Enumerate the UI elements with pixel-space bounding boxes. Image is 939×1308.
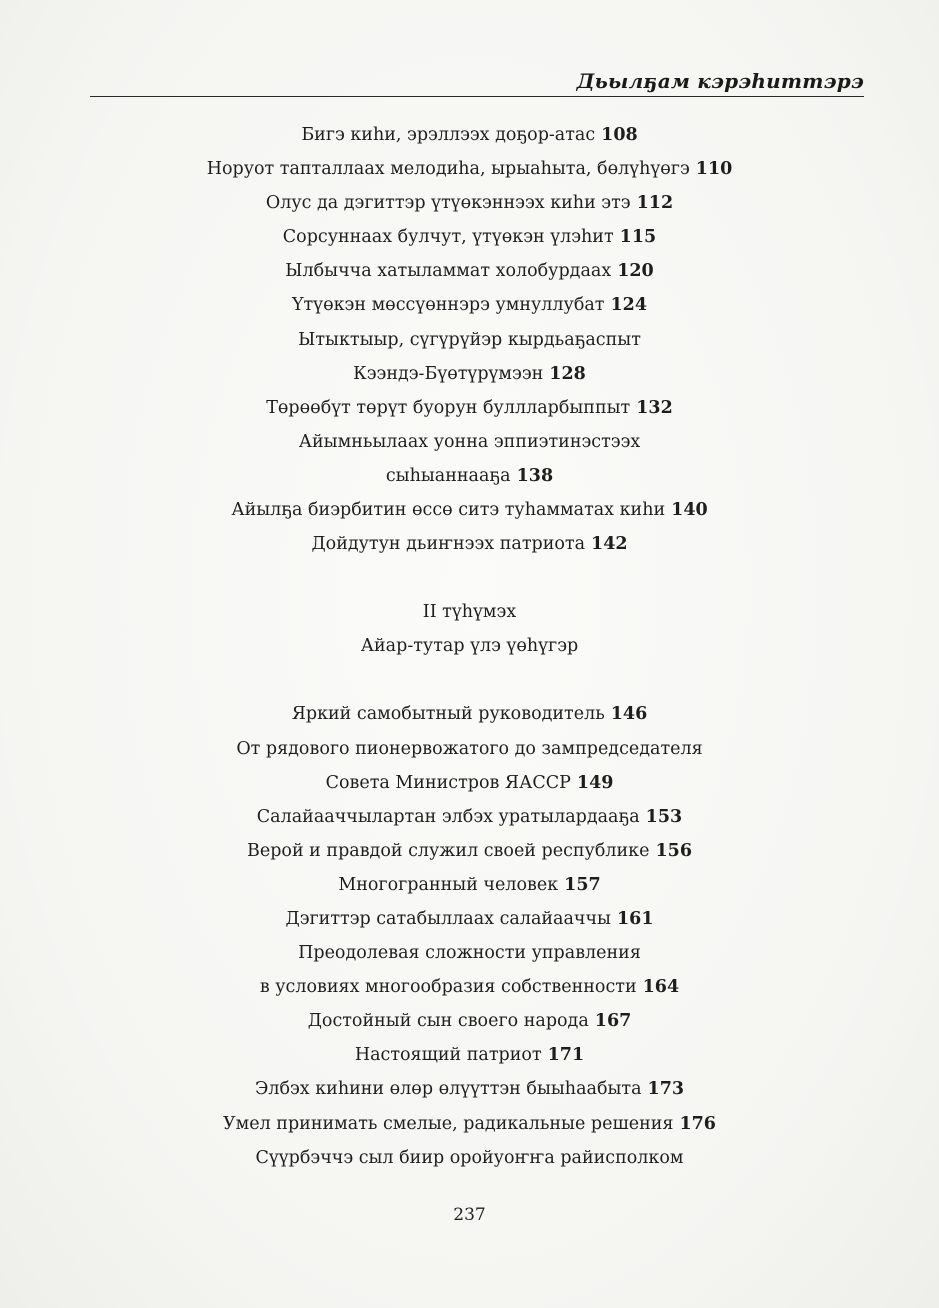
toc-entry-page: 115 bbox=[619, 227, 657, 248]
toc-entry-page: 132 bbox=[636, 397, 673, 418]
toc-entry-title: Верой и правдой служил своей республике bbox=[247, 840, 650, 861]
toc-entry-page: 124 bbox=[610, 295, 648, 316]
toc-entry bbox=[0, 936, 939, 970]
toc-entry bbox=[0, 493, 939, 527]
toc-entry bbox=[0, 1141, 939, 1175]
running-header: Дьылҕам кэрэһиттэрэ bbox=[90, 66, 864, 97]
toc-entry-page: 149 bbox=[576, 772, 614, 793]
toc-entry-title: Олус да дэгиттэр үтүөкэннээх киһи этэ bbox=[265, 193, 631, 214]
toc-entry bbox=[0, 459, 939, 493]
toc-entry-page: 176 bbox=[679, 1113, 716, 1134]
toc-entry bbox=[0, 391, 939, 425]
toc-entry bbox=[0, 186, 939, 220]
toc-entry-title: Үтүөкэн мөссүөннэрэ умнуллубат bbox=[291, 295, 605, 316]
section-title: Айар-тутар үлэ үөһүгэр bbox=[360, 636, 579, 657]
toc-entry bbox=[0, 970, 939, 1004]
toc-block-2 bbox=[0, 697, 939, 1174]
toc-entry-page: 120 bbox=[617, 261, 654, 282]
toc-entry-title: Многогранный человек bbox=[338, 874, 559, 895]
toc-entry bbox=[0, 527, 939, 561]
page-number: 237 bbox=[453, 1205, 486, 1225]
toc-entry bbox=[0, 357, 939, 391]
toc-entry bbox=[0, 902, 939, 936]
toc-entry-title: Сүүрбэччэ сыл биир оройуоҥҥа райисполком bbox=[255, 1147, 684, 1168]
toc-entry bbox=[0, 323, 939, 357]
toc-entry bbox=[0, 834, 939, 868]
toc-entry-page: 171 bbox=[547, 1045, 585, 1066]
toc-entry bbox=[0, 732, 939, 766]
spacer bbox=[0, 561, 939, 595]
toc-entry bbox=[0, 118, 939, 152]
toc-entry-title: Айылҕа биэрбитин өссө ситэ туһамматах киһи bbox=[231, 500, 666, 521]
spacer bbox=[0, 663, 939, 697]
toc-entry bbox=[0, 800, 939, 834]
toc-entry-title: От рядового пионервожатого до зампредседателя bbox=[236, 738, 703, 759]
toc-entry-page: 167 bbox=[594, 1011, 632, 1032]
toc-entry bbox=[0, 1107, 939, 1141]
toc-entry-page: 153 bbox=[645, 806, 683, 827]
toc-entry bbox=[0, 220, 939, 254]
toc-entry bbox=[0, 152, 939, 186]
toc-entry-page: 108 bbox=[601, 125, 638, 145]
toc-entry-title: в условиях многообразия собственности bbox=[259, 977, 637, 998]
toc-entry bbox=[0, 766, 939, 800]
toc-entry-title: Настоящий патриот bbox=[354, 1045, 542, 1066]
toc-entry-page: 140 bbox=[671, 500, 708, 521]
toc-entry bbox=[0, 1072, 939, 1106]
toc-entry-page: 138 bbox=[516, 465, 554, 486]
toc-entry bbox=[0, 1004, 939, 1038]
toc-entry-title: Ытыктыыр, сүгүрүйэр кырдьаҕаспыт bbox=[298, 329, 641, 350]
toc-entry-page: 156 bbox=[655, 840, 692, 861]
toc-entry-title: Совета Министров ЯАССР bbox=[325, 772, 571, 793]
toc-entry bbox=[0, 288, 939, 322]
toc-entry bbox=[0, 697, 939, 731]
toc-entry bbox=[0, 254, 939, 288]
toc-entry-title: Достойный сын своего народа bbox=[307, 1011, 589, 1032]
table-of-contents bbox=[0, 118, 939, 1175]
toc-entry bbox=[0, 425, 939, 459]
toc-entry-title: Яркий самобытный руководитель bbox=[291, 704, 605, 725]
toc-entry-page: 142 bbox=[591, 534, 628, 555]
toc-entry-page: 161 bbox=[617, 908, 654, 929]
toc-entry-title: Норуот тапталлаах мелодиһа, ырыаһыта, бөлүһүөгэ bbox=[206, 159, 690, 180]
toc-entry bbox=[0, 1038, 939, 1072]
toc-entry-title: Элбэх киһини өлөр өлүүттэн быыһаабыта bbox=[254, 1079, 642, 1100]
toc-entry-page: 112 bbox=[636, 193, 674, 214]
toc-entry-page: 164 bbox=[642, 977, 680, 998]
section-label: II түһүмэх bbox=[422, 602, 517, 623]
toc-entry-title: Дойдутун дьиҥнээх патриота bbox=[311, 534, 586, 555]
toc-entry-title: Дэгиттэр сатабыллаах салайааччы bbox=[285, 908, 611, 929]
toc-entry-title: Кээндэ-Бүөтүрүмээн bbox=[353, 363, 544, 384]
toc-entry-page: 128 bbox=[549, 363, 586, 384]
toc-entry-page: 173 bbox=[647, 1079, 685, 1100]
toc-entry-title: Сорсуннаах булчут, үтүөкэн үлэһит bbox=[282, 227, 614, 248]
toc-entry-title: Айымньылаах уонна эппиэтинэстээх bbox=[298, 431, 641, 452]
toc-entry-title: Салайааччылартан элбэх уратылардааҕа bbox=[256, 806, 640, 827]
toc-entry bbox=[0, 868, 939, 902]
toc-entry-title: Преодолевая сложности управления bbox=[298, 943, 641, 964]
toc-entry-page: 157 bbox=[564, 874, 601, 895]
toc-entry-page: 110 bbox=[695, 159, 733, 180]
toc-entry-title: Умел принимать смелые, радикальные решения bbox=[223, 1113, 674, 1134]
toc-entry-title: Төрөөбүт төрүт буорун буллларбыппыт bbox=[266, 397, 631, 418]
toc-entry-page: 146 bbox=[610, 704, 648, 725]
toc-entry-title: сыһыаннааҕа bbox=[385, 465, 511, 486]
toc-entry-title: Бигэ киһи, эрэллээх доҕор-атас bbox=[301, 125, 596, 145]
toc-entry-title: Ылбычча хатыламмат холобурдаах bbox=[285, 261, 612, 282]
toc-block-1 bbox=[0, 118, 939, 561]
